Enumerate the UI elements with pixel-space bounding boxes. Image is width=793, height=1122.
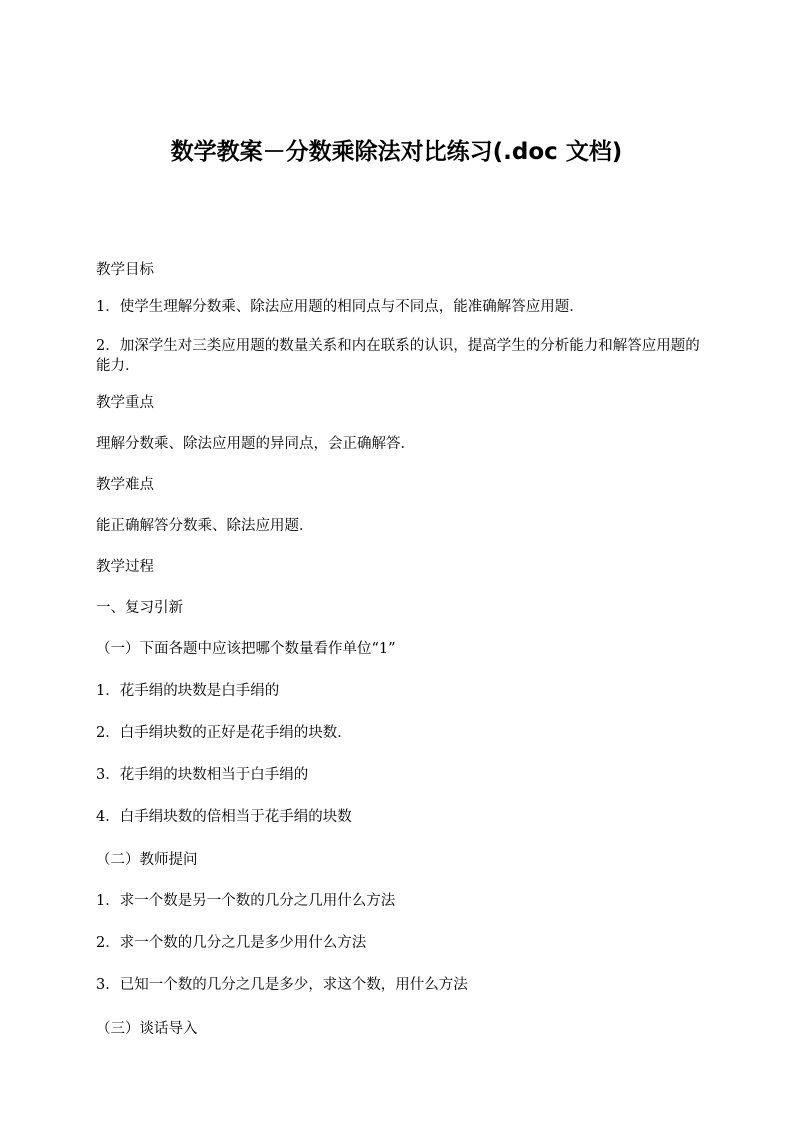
review-item-2: 2．白手绢块数的正好是花手绢的块数．	[96, 725, 352, 741]
question-item-3: 3．已知一个数的几分之几是多少，求这个数，用什么方法	[96, 977, 468, 993]
document-body	[96, 260, 704, 1039]
heading-difficulties: 教学难点	[96, 477, 154, 493]
question-item-2: 2．求一个数的几分之几是多少用什么方法	[96, 935, 367, 951]
heading-teaching-process: 教学过程	[96, 559, 154, 575]
difficulties-text: 能正确解答分数乘、除法应用题．	[96, 518, 314, 534]
subsection-2: （二）教师提问	[96, 852, 198, 868]
question-item-1: 1．求一个数是另一个数的几分之几用什么方法	[96, 893, 396, 909]
subsection-3: （三）谈话导入	[96, 1021, 198, 1037]
review-item-4: 4．白手绢块数的倍相当于花手绢的块数	[96, 809, 352, 825]
heading-teaching-goals: 教学目标	[96, 262, 154, 278]
heading-key-points: 教学重点	[96, 395, 154, 411]
review-item-1: 1．花手绢的块数是白手绢的	[96, 683, 280, 699]
goal-item-1: 1．使学生理解分数乘、除法应用题的相同点与不同点，能准确解答应用题．	[96, 299, 584, 315]
document-title: 数学教案－分数乘除法对比练习(.doc 文档)	[170, 139, 623, 165]
subsection-1: （一）下面各题中应该把哪个数量看作单位“1”	[96, 641, 396, 657]
key-points-text: 理解分数乘、除法应用题的异同点，会正确解答．	[96, 436, 415, 452]
review-item-3: 3．花手绢的块数相当于白手绢的	[96, 767, 309, 783]
section-review: 一、复习引新	[96, 600, 183, 616]
goal-item-2: 2．加深学生对三类应用题的数量关系和内在联系的认识，提高学生的分析能力和解答应用题的能力．	[96, 338, 700, 374]
